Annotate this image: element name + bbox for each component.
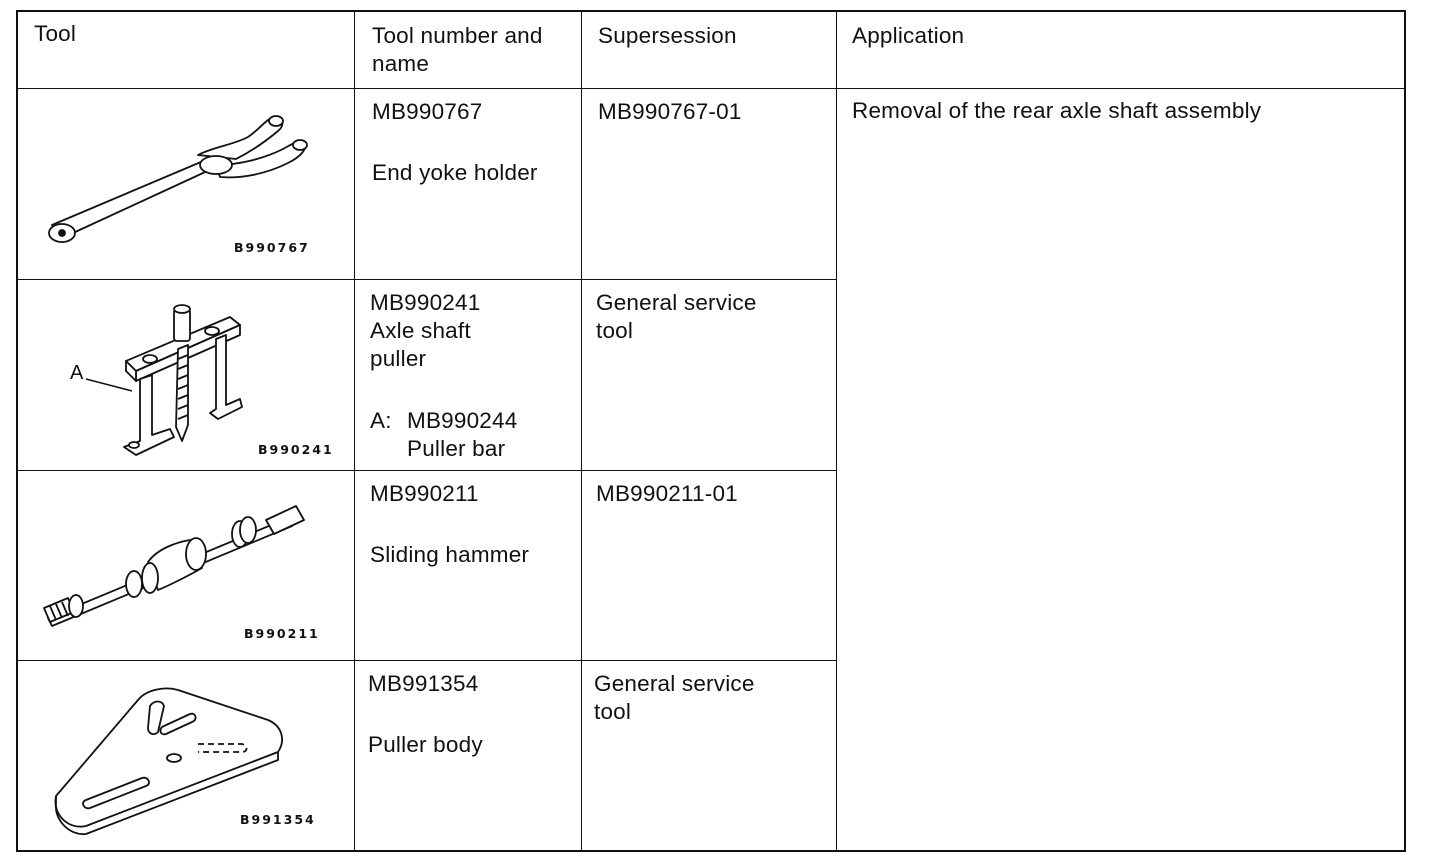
sub-tool-number: MB990244 bbox=[407, 408, 518, 433]
header-application: Application bbox=[852, 23, 965, 48]
row-divider bbox=[18, 279, 836, 280]
row-divider bbox=[18, 660, 836, 661]
header-tool-number-line1: Tool number and bbox=[372, 23, 543, 48]
tool-image-code: B990241 bbox=[258, 442, 334, 457]
tool-name: Sliding hammer bbox=[370, 542, 530, 567]
application-text: Removal of the rear axle shaft assembly bbox=[852, 98, 1262, 123]
tool-number: MB990767 bbox=[372, 99, 483, 124]
tool-number: MB990211 bbox=[370, 481, 479, 506]
column-divider bbox=[581, 12, 582, 850]
header-tool-number-line2: name bbox=[372, 51, 430, 76]
header-tool: Tool bbox=[34, 21, 77, 46]
axle-shaft-puller-drawing bbox=[78, 295, 278, 460]
supersession-line1: General service bbox=[596, 290, 757, 315]
tool-name-line1: Axle shaft bbox=[370, 318, 471, 343]
supersession-value: MB990767-01 bbox=[598, 99, 742, 124]
supersession-line2: tool bbox=[596, 318, 634, 343]
supersession-line2: tool bbox=[594, 699, 632, 724]
sub-tool-name: Puller bar bbox=[407, 436, 506, 461]
tool-name: End yoke holder bbox=[372, 160, 538, 185]
row-divider bbox=[18, 470, 836, 471]
sub-tool-label: A: bbox=[370, 408, 392, 433]
header-divider bbox=[18, 88, 1406, 89]
tool-number: MB990241 bbox=[370, 290, 481, 315]
supersession-line1: General service bbox=[594, 671, 755, 696]
tool-name-line2: puller bbox=[370, 346, 427, 371]
tool-image-code: B990767 bbox=[234, 240, 310, 255]
column-divider bbox=[354, 12, 355, 850]
callout-label: A bbox=[70, 362, 84, 384]
sliding-hammer-drawing bbox=[38, 490, 338, 640]
tool-number: MB991354 bbox=[368, 671, 479, 696]
tool-name: Puller body bbox=[368, 732, 483, 757]
special-tools-table bbox=[16, 10, 1406, 852]
column-divider bbox=[836, 12, 837, 850]
tool-image-code: B991354 bbox=[240, 812, 316, 827]
tool-image-code: B990211 bbox=[244, 626, 320, 641]
header-supersession: Supersession bbox=[598, 23, 737, 48]
supersession-value: MB990211-01 bbox=[596, 481, 738, 506]
